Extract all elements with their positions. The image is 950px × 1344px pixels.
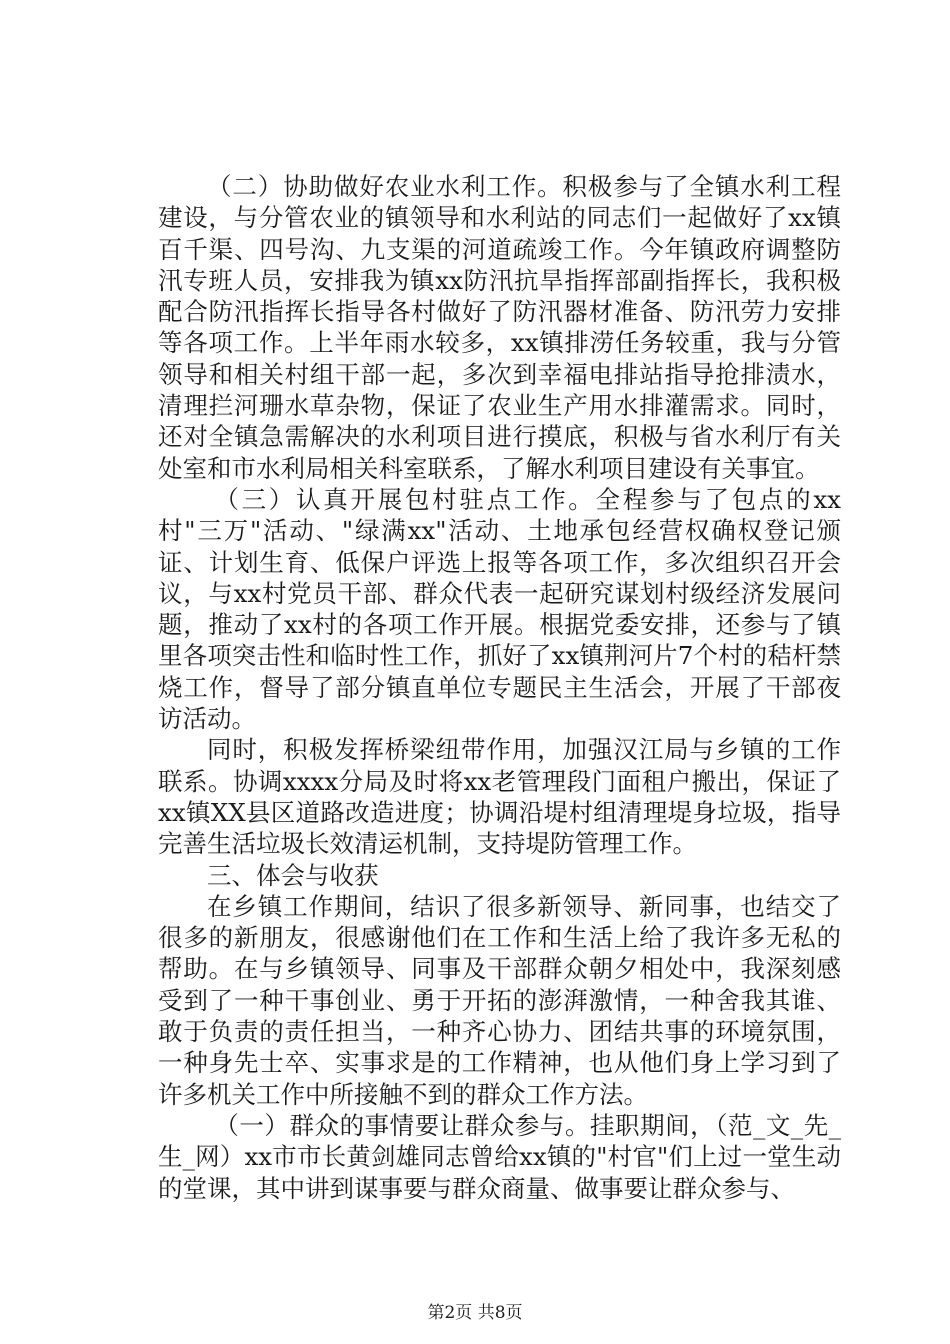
paragraph-bridge-role: 同时，积极发挥桥梁纽带作用，加强汉江局与乡镇的工作联系。协调xxxx分局及时将xx老管理段门面租户搬出，保证了xx镇XX县区道路改造进度；协调沿堤村组清理堤身垃圾，指导完善生活垃圾长效清运机制，支持堤防管理工作。 bbox=[158, 735, 841, 859]
section-heading-experience: 三、体会与收获 bbox=[207, 860, 379, 890]
document-body bbox=[158, 171, 841, 1204]
paragraph-water-conservancy: （二）协助做好农业水利工作。积极参与了全镇水利工程建设，与分管农业的镇领导和水利站的同志们一起做好了xx镇百千渠、四号沟、九支渠的河道疏竣工作。今年镇政府调整防汛专班人员，安排我为镇xx防汛抗旱指挥部副指挥长，我积极配合防汛指挥长指导各村做好了防汛器材准备、防汛劳力安排等各项工作。上半年雨水较多，xx镇排涝任务较重，我与分管领导和相关村组干部一起，多次到幸福电排站指导抢排渍水，清理拦河珊水草杂物，保证了农业生产用水排灌需求。同时，还对全镇急需解决的水利项目进行摸底，积极与省水利厅有关处室和市水利局相关科室联系，了解水利项目建设有关事宜。 bbox=[158, 172, 841, 483]
paragraph-experience: 在乡镇工作期间，结识了很多新领导、新同事，也结交了很多的新朋友，很感谢他们在工作和生活上给了我许多无私的帮助。在与乡镇领导、同事及干部群众朝夕相处中，我深刻感受到了一种干事创业、勇于开拓的澎湃激情，一种舍我其谁、敢于负责的责任担当，一种齐心协力、团结共事的环境氛围，一种身先士卒、实事求是的工作精神，也从他们身上学习到了许多机关工作中所接触不到的群众工作方法。 bbox=[158, 891, 841, 1109]
page-number-footer: 第2页 共8页 bbox=[427, 1303, 523, 1323]
paragraph-village-work: （三）认真开展包村驻点工作。全程参与了包点的xx村"三万"活动、"绿满xx"活动、土地承包经营权确权登记颁证、计划生育、低保户评选上报等各项工作，多次组织召开会议，与xx村党员干部、群众代表一起研究谋划村级经济发展问题，推动了xx村的各项工作开展。根据党委安排，还参与了镇里各项突击性和临时性工作，抓好了xx镇荆河片7个村的秸杆禁烧工作，督导了部分镇直单位专题民主生活会，开展了干部夜访活动。 bbox=[158, 484, 841, 734]
paragraph-public-participation: （一）群众的事情要让群众参与。挂职期间，（范_文_先_生_网）xx市市长黄剑雄同志曾给xx镇的"村官"们上过一堂生动的堂课，其中讲到谋事要与群众商量、做事要让群众参与、 bbox=[158, 1110, 841, 1203]
